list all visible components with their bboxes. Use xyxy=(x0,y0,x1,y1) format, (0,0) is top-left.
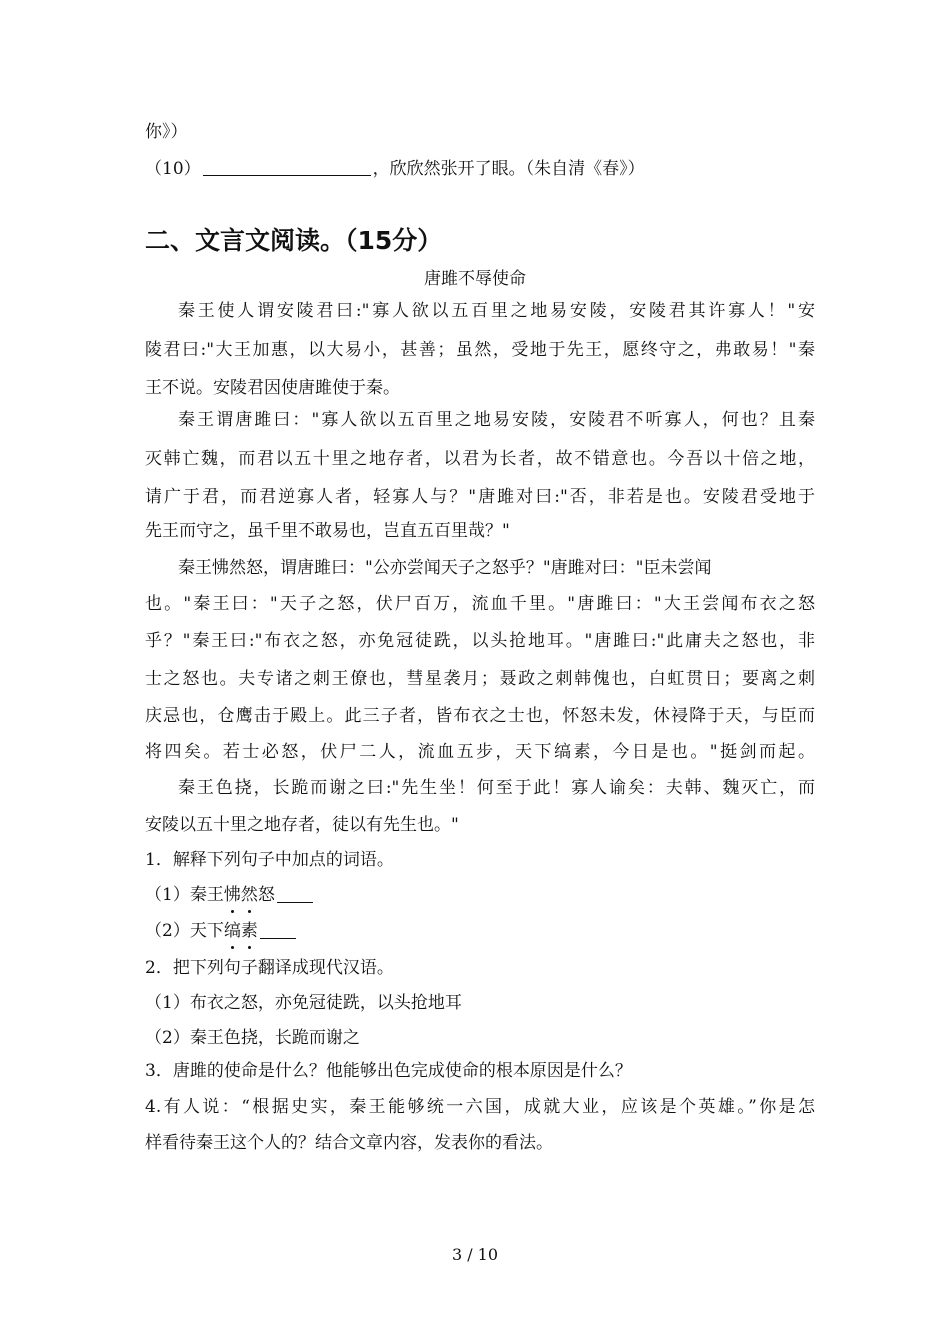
passage-title: 唐雎不辱使命 xyxy=(424,269,526,289)
question-1: 1．解释下列句子中加点的词语。 xyxy=(145,850,394,870)
item-10-number: （10） xyxy=(145,159,201,179)
question-4-line-1: 4.有人说：“根据史实，秦王能够统一六国，成就大业，应该是个英雄。”你是怎 xyxy=(145,1097,815,1117)
emphasis-dot-char: 怫 xyxy=(224,882,241,908)
passage-line: 秦王色挠，长跪而谢之曰:"先生坐！何至于此！寡人谕矣：夫韩、魏灭亡，而 xyxy=(178,778,815,798)
answer-blank-1-2[interactable] xyxy=(260,920,296,939)
passage-line: 秦王谓唐雎曰："寡人欲以五百里之地易安陵，安陵君不听寡人，何也？且秦 xyxy=(178,410,815,430)
answer-blank-1-1[interactable] xyxy=(277,884,313,903)
question-3: 3．唐雎的使命是什么？他能够出色完成使命的根本原因是什么？ xyxy=(145,1061,632,1081)
question-1-2 xyxy=(145,918,815,944)
passage-line: 士之怒也。夫专诸之刺王僚也，彗星袭月；聂政之刺韩傀也，白虹贯日；要离之刺 xyxy=(145,669,815,689)
passage-line: 乎？"秦王曰:"布衣之怒，亦免冠徒跣，以头抢地耳。"唐雎曰:"此庸夫之怒也，非 xyxy=(145,631,815,651)
passage-line: 安陵以五十里之地存者，徒以有先生也。" xyxy=(145,815,459,835)
emphasis-dot-char: 然 xyxy=(241,882,258,908)
question-1-1 xyxy=(145,882,815,908)
fill-in-continuation: 你》） xyxy=(145,122,188,142)
passage-line: 陵君曰:"大王加惠，以大易小，甚善；虽然，受地于先王，愿终守之，弗敢易！"秦 xyxy=(145,340,815,360)
question-4-line-2: 样看待秦王这个人的？结合文章内容，发表你的看法。 xyxy=(145,1133,553,1153)
page-number: 3 / 10 xyxy=(451,1245,499,1264)
item-10-text: ，欣欣然张开了眼。（朱自清《春》） xyxy=(372,159,645,179)
passage-line: 先王而守之，虽千里不敢易也，岂直五百里哉？" xyxy=(145,521,510,541)
passage-line: 也。"秦王曰："天子之怒，伏尸百万，流血千里。"唐雎曰："大王尝闻布衣之怒 xyxy=(145,594,815,614)
passage-line: 请广于君，而君逆寡人者，轻寡人与？"唐雎对曰:"否，非若是也。安陵君受地于 xyxy=(145,487,815,507)
item-10-answer-blank[interactable] xyxy=(203,157,371,176)
passage-line: 灭韩亡魏，而君以五十里之地存者，以君为长者，故不错意也。今吾以十倍之地， xyxy=(145,449,815,469)
question-2-1: （1）布衣之怒，亦免冠徒跣，以头抢地耳 xyxy=(145,993,462,1013)
emphasis-dot-char: 缟 xyxy=(224,918,241,944)
question-1-1-suffix: 怒 xyxy=(257,885,275,905)
passage-line: 王不说。安陵君因使唐雎使于秦。 xyxy=(145,378,400,398)
fill-in-item-10 xyxy=(145,156,815,182)
emphasis-dot-char: 素 xyxy=(241,918,258,944)
passage-line: 将四矣。若士必怒，伏尸二人，流血五步，天下缟素，今日是也。"挺剑而起。 xyxy=(145,742,815,762)
passage-line: 庆忌也，仓鹰击于殿上。此三子者，皆布衣之士也，怀怒未发，休祲降于天，与臣而 xyxy=(145,706,815,726)
question-1-1-prefix: （1）秦王 xyxy=(145,885,224,905)
passage-line: 秦王使人谓安陵君曰:"寡人欲以五百里之地易安陵，安陵君其许寡人！"安 xyxy=(178,301,815,321)
question-2: 2．把下列句子翻译成现代汉语。 xyxy=(145,958,394,978)
section-heading: 二、文言文阅读。（15分） xyxy=(145,226,443,255)
question-1-2-prefix: （2）天下 xyxy=(145,921,224,941)
passage-line: 秦王怫然怒，谓唐雎曰："公亦尝闻天子之怒乎？"唐雎对曰："臣未尝闻 xyxy=(178,558,712,578)
question-2-2: （2）秦王色挠，长跪而谢之 xyxy=(145,1028,360,1048)
